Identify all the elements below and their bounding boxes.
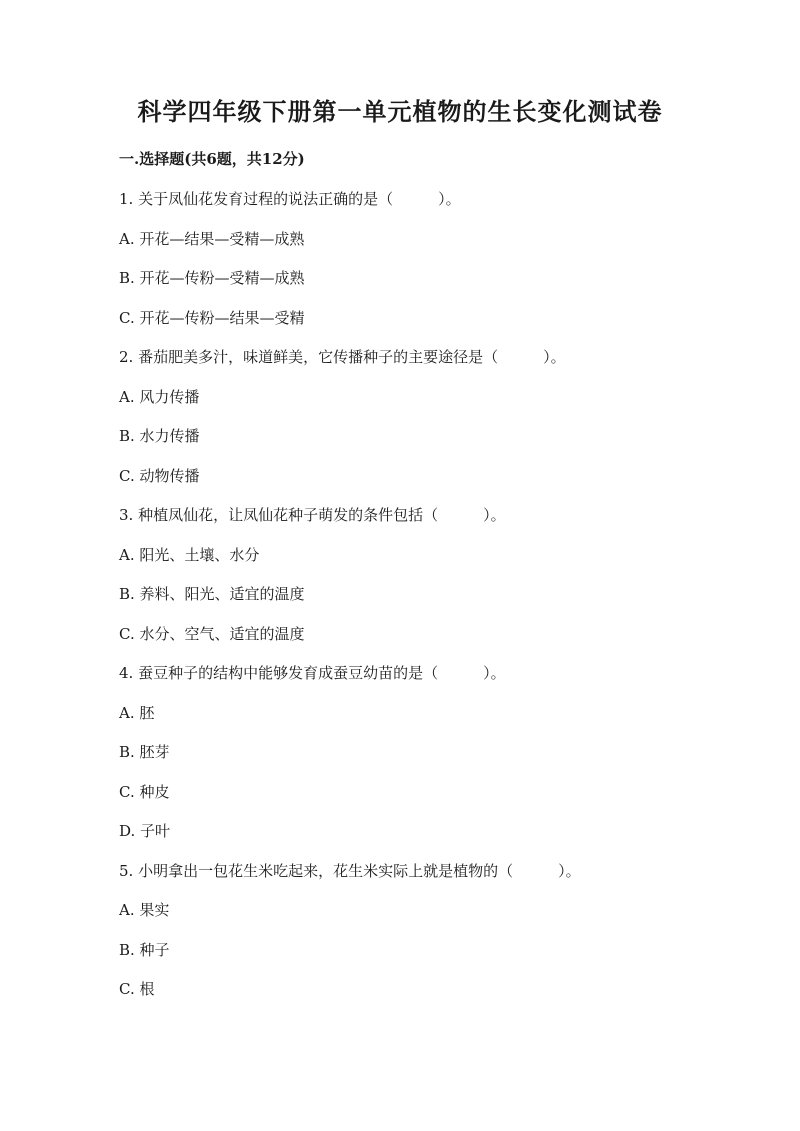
answer-option: A. 开花—结果—受精—成熟 bbox=[119, 230, 305, 248]
question-stem: 5. 小明拿出一包花生米吃起来，花生米实际上就是植物的（ ）。 bbox=[119, 862, 581, 880]
answer-option: A. 胚 bbox=[119, 704, 155, 722]
question-stem: 4. 蚕豆种子的结构中能够发育成蚕豆幼苗的是（ ）。 bbox=[119, 664, 506, 682]
answer-option: B. 养料、阳光、适宜的温度 bbox=[119, 585, 305, 603]
question-stem: 2. 番茄肥美多汁，味道鲜美，它传播种子的主要途径是（ ）。 bbox=[119, 348, 566, 366]
answer-option: B. 水力传播 bbox=[119, 427, 200, 445]
answer-option: C. 动物传播 bbox=[119, 467, 200, 485]
question-stem: 3. 种植凤仙花，让凤仙花种子萌发的条件包括（ ）。 bbox=[119, 506, 506, 524]
answer-option: A. 果实 bbox=[119, 901, 170, 919]
answer-option: B. 种子 bbox=[119, 941, 170, 959]
answer-option: A. 阳光、土壤、水分 bbox=[119, 546, 260, 564]
question-stem: 1. 关于凤仙花发育过程的说法正确的是（ ）。 bbox=[119, 190, 461, 208]
answer-option: D. 子叶 bbox=[119, 822, 171, 840]
answer-option: C. 水分、空气、适宜的温度 bbox=[119, 625, 305, 643]
page-title: 科学四年级下册第一单元植物的生长变化测试卷 bbox=[137, 97, 663, 126]
answer-option: C. 种皮 bbox=[119, 783, 170, 801]
answer-option: C. 开花—传粉—结果—受精 bbox=[119, 309, 305, 327]
answer-option: C. 根 bbox=[119, 980, 155, 998]
answer-option: A. 风力传播 bbox=[119, 388, 200, 406]
section-heading: 一.选择题(共6题，共12分) bbox=[119, 150, 305, 168]
answer-option: B. 胚芽 bbox=[119, 743, 170, 761]
answer-option: B. 开花—传粉—受精—成熟 bbox=[119, 269, 305, 287]
